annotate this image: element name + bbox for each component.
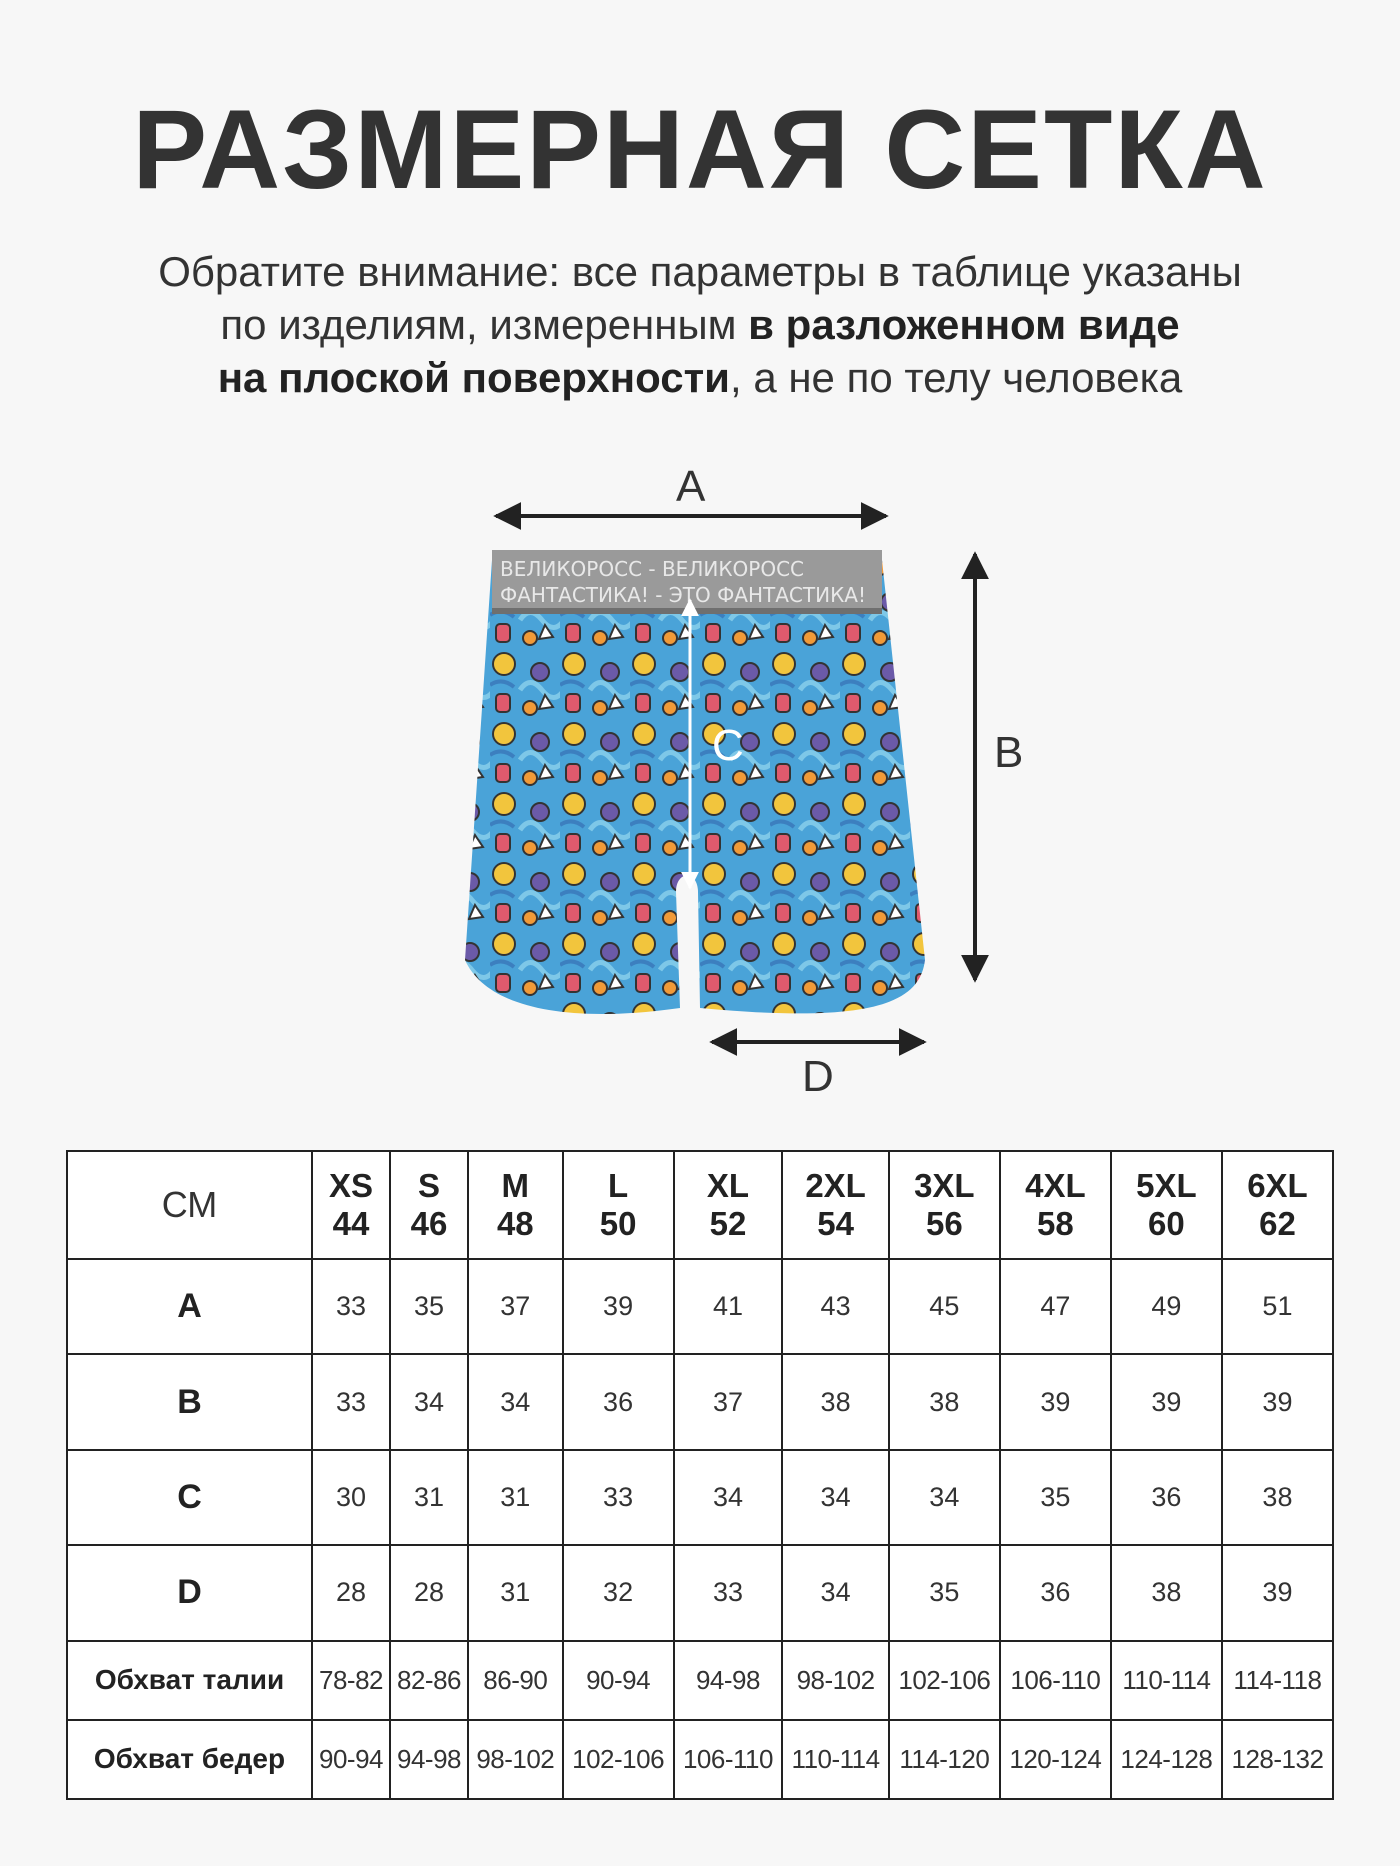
size-header-xl <box>674 1151 783 1259</box>
size-number: 50 <box>599 1205 637 1242</box>
size-number: 44 <box>332 1205 370 1242</box>
table-cell: 28 <box>312 1545 390 1640</box>
note-line-2-bold: в разложенном виде <box>748 301 1180 348</box>
table-cell: 43 <box>782 1259 888 1354</box>
size-header-m <box>468 1151 563 1259</box>
table-cell: 39 <box>1222 1545 1333 1640</box>
table-cell: 37 <box>674 1354 783 1449</box>
size-header-5xl <box>1111 1151 1222 1259</box>
size-letter: S <box>418 1167 441 1204</box>
table-cell: 98-102 <box>468 1720 563 1799</box>
size-letter: XS <box>328 1167 374 1204</box>
size-letter: 5XL <box>1136 1167 1197 1204</box>
table-row <box>67 1545 1333 1640</box>
page-title: РАЗМЕРНАЯ СЕТКА <box>132 87 1268 212</box>
table-cell: 78-82 <box>312 1641 390 1720</box>
label-b: B <box>994 728 1024 777</box>
size-number: 58 <box>1037 1205 1074 1242</box>
row-label: A <box>67 1259 312 1354</box>
diagram-svg <box>0 440 1400 1120</box>
table-cell: 33 <box>312 1259 390 1354</box>
table-cell: 90-94 <box>312 1720 390 1799</box>
table-cell: 114-118 <box>1222 1641 1333 1720</box>
size-number: 62 <box>1259 1205 1296 1242</box>
shorts-image <box>460 550 930 1030</box>
table-cell: 36 <box>563 1354 674 1449</box>
size-header-3xl <box>889 1151 1000 1259</box>
size-letter: M <box>501 1167 530 1204</box>
table-row <box>67 1450 1333 1545</box>
table-cell: 39 <box>1222 1354 1333 1449</box>
table-cell: 32 <box>563 1545 674 1640</box>
table-cell: 35 <box>390 1259 468 1354</box>
size-number: 60 <box>1148 1205 1185 1242</box>
size-letter: 2XL <box>805 1167 866 1204</box>
note-line-2-prefix: по изделиям, измеренным <box>220 301 749 348</box>
size-letter: 4XL <box>1025 1167 1086 1204</box>
table-cell: 94-98 <box>390 1720 468 1799</box>
table-cell: 39 <box>563 1259 674 1354</box>
size-number: 54 <box>817 1205 854 1242</box>
size-header-6xl <box>1222 1151 1333 1259</box>
waistband-text-1: ВЕЛИКОРОСС - ВЕЛИКОРОСС <box>500 557 804 581</box>
size-letter: XL <box>706 1167 750 1204</box>
size-number: 56 <box>925 1205 963 1242</box>
table-cell: 37 <box>468 1259 563 1354</box>
label-d: D <box>802 1052 834 1101</box>
table-cell: 28 <box>390 1545 468 1640</box>
table-cell: 47 <box>1000 1259 1111 1354</box>
table-row <box>67 1354 1333 1449</box>
table-row <box>67 1259 1333 1354</box>
table-cell: 106-110 <box>1000 1641 1111 1720</box>
waistband-text-2: ФАНТАСТИКА! - ЭТО ФАНТАСТИКА! <box>500 583 866 607</box>
label-a: A <box>676 462 706 511</box>
row-label: C <box>67 1450 312 1545</box>
table-cell: 38 <box>889 1354 1000 1449</box>
table-cell: 110-114 <box>1111 1641 1222 1720</box>
table-cell: 34 <box>674 1450 783 1545</box>
unit-corner-cell: СМ <box>67 1151 312 1259</box>
row-label: B <box>67 1354 312 1449</box>
size-header-l <box>563 1151 674 1259</box>
table-cell: 82-86 <box>390 1641 468 1720</box>
note-line-3-suffix: , а не по телу человека <box>729 354 1183 401</box>
table-cell: 38 <box>782 1354 888 1449</box>
table-cell: 106-110 <box>674 1720 783 1799</box>
table-row <box>67 1641 1333 1720</box>
size-letter: 3XL <box>914 1167 975 1204</box>
size-header-row <box>67 1151 1333 1259</box>
table-cell: 124-128 <box>1111 1720 1222 1799</box>
table-cell: 38 <box>1222 1450 1333 1545</box>
table-cell: 31 <box>468 1545 563 1640</box>
table-cell: 34 <box>468 1354 563 1449</box>
table-cell: 31 <box>468 1450 563 1545</box>
size-letter: L <box>607 1167 629 1204</box>
table-cell: 33 <box>312 1354 390 1449</box>
row-label: Обхват талии <box>67 1641 312 1720</box>
table-cell: 36 <box>1000 1545 1111 1640</box>
measurement-diagram <box>0 440 1400 1120</box>
note-line-1: Обратите внимание: все параметры в таблице указаны <box>158 248 1242 295</box>
table-cell: 34 <box>782 1545 888 1640</box>
table-cell: 30 <box>312 1450 390 1545</box>
note-line-3-bold: на плоской поверхности <box>217 354 730 401</box>
table-cell: 45 <box>889 1259 1000 1354</box>
measurement-note <box>0 245 1400 404</box>
size-number: 48 <box>496 1205 534 1242</box>
table-cell: 94-98 <box>674 1641 783 1720</box>
row-label: Обхват бедер <box>67 1720 312 1799</box>
table-cell: 90-94 <box>563 1641 674 1720</box>
table-cell: 98-102 <box>782 1641 888 1720</box>
table-cell: 36 <box>1111 1450 1222 1545</box>
table-cell: 31 <box>390 1450 468 1545</box>
table-cell: 34 <box>390 1354 468 1449</box>
table-cell: 114-120 <box>889 1720 1000 1799</box>
size-header-2xl <box>782 1151 888 1259</box>
table-cell: 33 <box>674 1545 783 1640</box>
row-label: D <box>67 1545 312 1640</box>
table-cell: 120-124 <box>1000 1720 1111 1799</box>
table-cell: 35 <box>889 1545 1000 1640</box>
table-cell: 110-114 <box>782 1720 888 1799</box>
size-header-s <box>390 1151 468 1259</box>
size-number: 46 <box>410 1205 448 1242</box>
table-cell: 51 <box>1222 1259 1333 1354</box>
table-cell: 35 <box>1000 1450 1111 1545</box>
table-cell: 33 <box>563 1450 674 1545</box>
size-header-xs <box>312 1151 390 1259</box>
table-cell: 49 <box>1111 1259 1222 1354</box>
table-cell: 102-106 <box>889 1641 1000 1720</box>
label-c: C <box>712 721 744 770</box>
size-letter: 6XL <box>1247 1167 1308 1204</box>
table-cell: 39 <box>1000 1354 1111 1449</box>
table-cell: 34 <box>782 1450 888 1545</box>
table-row <box>67 1720 1333 1799</box>
note-line-3 <box>0 351 1400 404</box>
table-cell: 102-106 <box>563 1720 674 1799</box>
table-cell: 34 <box>889 1450 1000 1545</box>
size-header-4xl <box>1000 1151 1111 1259</box>
table-cell: 86-90 <box>468 1641 563 1720</box>
table-cell: 39 <box>1111 1354 1222 1449</box>
table-cell: 38 <box>1111 1545 1222 1640</box>
size-table <box>66 1150 1334 1800</box>
table-cell: 41 <box>674 1259 783 1354</box>
table-cell: 128-132 <box>1222 1720 1333 1799</box>
size-number: 52 <box>709 1205 747 1242</box>
note-line-2 <box>0 298 1400 351</box>
